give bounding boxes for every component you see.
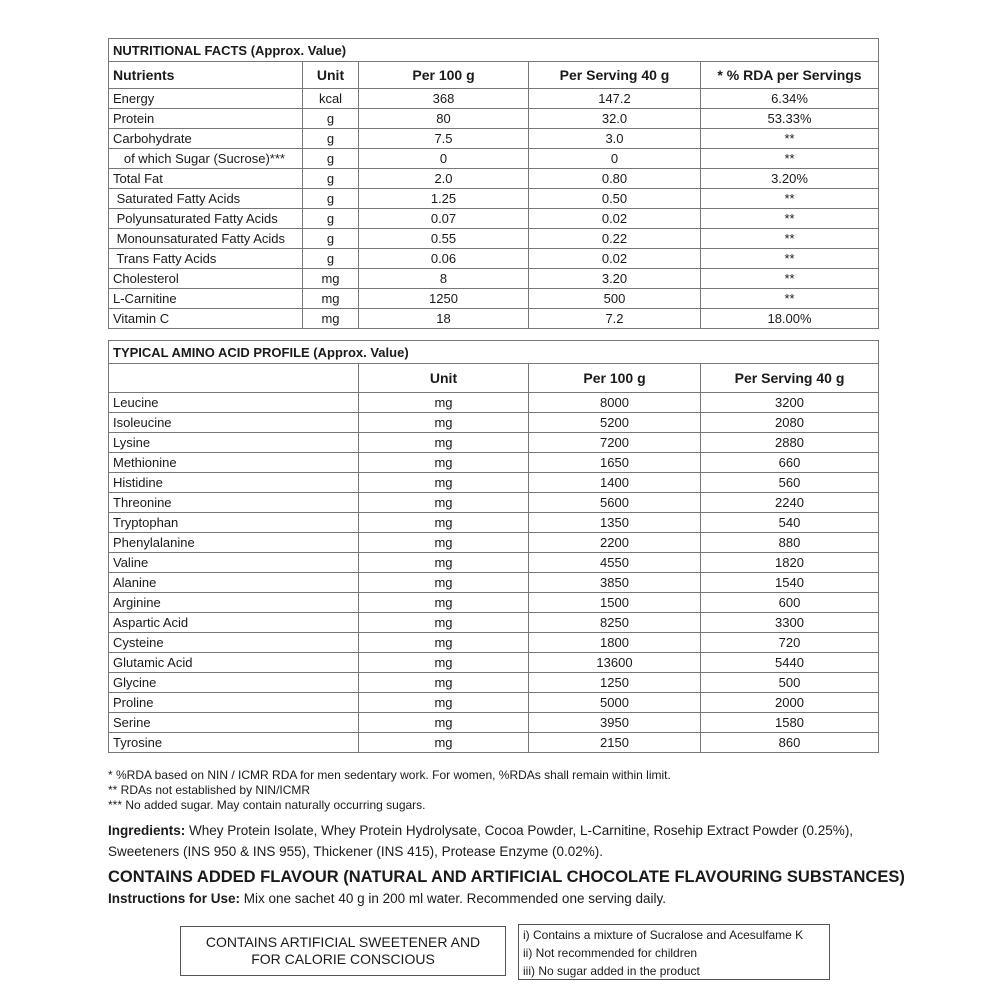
amino-unit: mg (359, 633, 529, 653)
amino-per-serving: 2240 (701, 493, 879, 513)
nutrient-per-serving: 0.50 (529, 189, 701, 209)
amino-row (109, 713, 879, 733)
nutrient-rda: ** (701, 269, 879, 289)
instructions (108, 891, 666, 906)
amino-unit: mg (359, 593, 529, 613)
flavour-statement: CONTAINS ADDED FLAVOUR (NATURAL AND ARTIFICIAL CHOCOLATE FLAVOURING SUBSTANCES) (108, 868, 905, 886)
amino-per-100g: 1500 (529, 593, 701, 613)
amino-unit: mg (359, 473, 529, 493)
amino-unit: mg (359, 693, 529, 713)
amino-per-100g: 3850 (529, 573, 701, 593)
nutrition-row (109, 169, 879, 189)
nutrition-row (109, 309, 879, 329)
nutrition-row (109, 89, 879, 109)
amino-row (109, 453, 879, 473)
amino-unit: mg (359, 613, 529, 633)
nutrient-name: L-Carnitine (109, 289, 303, 309)
amino-per-100g: 5000 (529, 693, 701, 713)
nutrient-name: Monounsaturated Fatty Acids (109, 229, 303, 249)
nutrient-per-serving: 147.2 (529, 89, 701, 109)
amino-per-100g: 1400 (529, 473, 701, 493)
amino-per-100g: 5200 (529, 413, 701, 433)
nutrient-per-100g: 18 (359, 309, 529, 329)
amino-unit: mg (359, 393, 529, 413)
amino-name: Phenylalanine (109, 533, 359, 553)
nutrient-rda: ** (701, 249, 879, 269)
amino-per-100g: 1350 (529, 513, 701, 533)
instructions-text: Mix one sachet 40 g in 200 ml water. Recommended one serving daily. (240, 891, 666, 906)
nutrient-per-serving: 32.0 (529, 109, 701, 129)
artificial-sweetener-box (180, 926, 506, 976)
amino-per-serving: 1580 (701, 713, 879, 733)
nutrient-per-100g: 0.06 (359, 249, 529, 269)
amino-per-serving: 880 (701, 533, 879, 553)
nutrient-per-serving: 0.22 (529, 229, 701, 249)
ingredients (108, 820, 888, 862)
amino-per-serving: 3200 (701, 393, 879, 413)
amino-name: Aspartic Acid (109, 613, 359, 633)
footnote-no-added-sugar: *** No added sugar. May contain naturally occurring sugars. (108, 798, 426, 812)
amino-row (109, 433, 879, 453)
nutrient-per-100g: 1.25 (359, 189, 529, 209)
amino-acid-table (108, 340, 879, 753)
nutritional-facts-table (108, 38, 879, 329)
amino-row (109, 553, 879, 573)
amino-per-serving: 1540 (701, 573, 879, 593)
nutrition-header-row (109, 62, 879, 89)
nutritional-facts-title: NUTRITIONAL FACTS (Approx. Value) (109, 39, 879, 62)
nutrient-name: Trans Fatty Acids (109, 249, 303, 269)
amino-name: Tyrosine (109, 733, 359, 753)
amino-per-serving: 660 (701, 453, 879, 473)
nutrient-unit: mg (303, 269, 359, 289)
footnotes (108, 768, 878, 813)
amino-header-per-100g: Per 100 g (529, 364, 701, 393)
amino-header-unit: Unit (359, 364, 529, 393)
nutrient-name: of which Sugar (Sucrose)*** (109, 149, 303, 169)
nutrient-name: Polyunsaturated Fatty Acids (109, 209, 303, 229)
nutrition-row (109, 109, 879, 129)
amino-per-serving: 860 (701, 733, 879, 753)
nutrient-name: Cholesterol (109, 269, 303, 289)
nutrient-unit: g (303, 109, 359, 129)
nutrition-row (109, 229, 879, 249)
nutrient-name: Energy (109, 89, 303, 109)
amino-per-100g: 5600 (529, 493, 701, 513)
amino-row (109, 613, 879, 633)
nutrient-rda: ** (701, 289, 879, 309)
footnote-rda: * %RDA based on NIN / ICMR RDA for men sedentary work. For women, %RDAs shall remain within limit. (108, 768, 671, 782)
nutrient-unit: kcal (303, 89, 359, 109)
amino-name: Cysteine (109, 633, 359, 653)
amino-name: Valine (109, 553, 359, 573)
amino-name: Threonine (109, 493, 359, 513)
nutrient-unit: mg (303, 289, 359, 309)
nutrition-header-nutrients: Nutrients (109, 62, 303, 89)
amino-per-100g: 4550 (529, 553, 701, 573)
amino-name: Leucine (109, 393, 359, 413)
artificial-sweetener-line-2: FOR CALORIE CONSCIOUS (251, 951, 435, 967)
nutrient-rda: ** (701, 149, 879, 169)
amino-per-serving: 2000 (701, 693, 879, 713)
amino-per-serving: 5440 (701, 653, 879, 673)
amino-name: Glycine (109, 673, 359, 693)
amino-unit: mg (359, 413, 529, 433)
nutrient-per-serving: 0 (529, 149, 701, 169)
amino-per-100g: 1650 (529, 453, 701, 473)
amino-name: Alanine (109, 573, 359, 593)
nutrient-unit: g (303, 129, 359, 149)
amino-per-100g: 13600 (529, 653, 701, 673)
nutrient-per-100g: 0.55 (359, 229, 529, 249)
amino-per-100g: 3950 (529, 713, 701, 733)
nutrition-header-unit: Unit (303, 62, 359, 89)
nutrient-unit: mg (303, 309, 359, 329)
amino-per-100g: 8250 (529, 613, 701, 633)
nutrient-per-serving: 3.20 (529, 269, 701, 289)
amino-name: Isoleucine (109, 413, 359, 433)
nutrition-row (109, 209, 879, 229)
amino-per-100g: 7200 (529, 433, 701, 453)
nutrient-unit: g (303, 249, 359, 269)
amino-per-serving: 560 (701, 473, 879, 493)
nutrient-name: Total Fat (109, 169, 303, 189)
amino-name: Histidine (109, 473, 359, 493)
amino-name: Methionine (109, 453, 359, 473)
amino-unit: mg (359, 493, 529, 513)
amino-name: Tryptophan (109, 513, 359, 533)
amino-row (109, 493, 879, 513)
amino-name: Proline (109, 693, 359, 713)
nutrient-unit: g (303, 149, 359, 169)
amino-name: Glutamic Acid (109, 653, 359, 673)
amino-row (109, 533, 879, 553)
nutrient-rda: 3.20% (701, 169, 879, 189)
nutrient-unit: g (303, 209, 359, 229)
nutrient-name: Saturated Fatty Acids (109, 189, 303, 209)
nutrient-per-100g: 1250 (359, 289, 529, 309)
nutrient-per-serving: 0.02 (529, 249, 701, 269)
nutrient-per-100g: 80 (359, 109, 529, 129)
nutrient-rda: ** (701, 209, 879, 229)
amino-header-row (109, 364, 879, 393)
nutrient-name: Protein (109, 109, 303, 129)
sweetener-notes-box (518, 924, 830, 980)
nutrient-per-100g: 2.0 (359, 169, 529, 189)
amino-per-100g: 8000 (529, 393, 701, 413)
amino-header-blank (109, 364, 359, 393)
amino-per-serving: 2080 (701, 413, 879, 433)
sweetener-note-2: ii) Not recommended for children (523, 946, 698, 960)
nutrient-per-100g: 7.5 (359, 129, 529, 149)
nutrient-rda: 53.33% (701, 109, 879, 129)
amino-name: Serine (109, 713, 359, 733)
amino-row (109, 693, 879, 713)
footnote-rda-not-established: ** RDAs not established by NIN/ICMR (108, 783, 311, 797)
amino-row (109, 653, 879, 673)
instructions-label: Instructions for Use: (108, 891, 241, 906)
sweetener-note-1: i) Contains a mixture of Sucralose and Acesulfame K (523, 928, 804, 942)
amino-row (109, 673, 879, 693)
amino-row (109, 413, 879, 433)
amino-per-serving: 1820 (701, 553, 879, 573)
amino-unit: mg (359, 533, 529, 553)
amino-per-100g: 2200 (529, 533, 701, 553)
nutrient-per-serving: 3.0 (529, 129, 701, 149)
nutrient-per-100g: 0 (359, 149, 529, 169)
amino-unit: mg (359, 673, 529, 693)
nutrient-rda: 18.00% (701, 309, 879, 329)
nutrition-row (109, 149, 879, 169)
nutrient-per-serving: 7.2 (529, 309, 701, 329)
amino-row (109, 473, 879, 493)
ingredients-text: Whey Protein Isolate, Whey Protein Hydrolysate, Cocoa Powder, L-Carnitine, Rosehip Extract Powder (0.25%), Sweeteners (INS 950 & INS 955), Thickener (INS 415), Protease Enzyme (0.02%). (108, 823, 854, 859)
amino-row (109, 513, 879, 533)
ingredients-label: Ingredients: (108, 823, 186, 838)
amino-acid-title: TYPICAL AMINO ACID PROFILE (Approx. Value) (109, 341, 879, 364)
amino-per-serving: 540 (701, 513, 879, 533)
amino-unit: mg (359, 433, 529, 453)
amino-unit: mg (359, 453, 529, 473)
nutrient-name: Carbohydrate (109, 129, 303, 149)
amino-per-100g: 1250 (529, 673, 701, 693)
amino-per-serving: 2880 (701, 433, 879, 453)
amino-per-serving: 500 (701, 673, 879, 693)
amino-per-serving: 720 (701, 633, 879, 653)
amino-row (109, 573, 879, 593)
nutrient-per-serving: 500 (529, 289, 701, 309)
amino-unit: mg (359, 513, 529, 533)
nutrition-row (109, 129, 879, 149)
amino-name: Lysine (109, 433, 359, 453)
nutrition-header-per-100g: Per 100 g (359, 62, 529, 89)
nutrient-unit: g (303, 229, 359, 249)
nutrition-header-rda: * % RDA per Servings (701, 62, 879, 89)
nutrition-row (109, 189, 879, 209)
sweetener-note-3: iii) No sugar added in the product (523, 964, 700, 978)
nutrition-row (109, 249, 879, 269)
nutrient-per-serving: 0.80 (529, 169, 701, 189)
amino-per-100g: 1800 (529, 633, 701, 653)
amino-name: Arginine (109, 593, 359, 613)
nutrient-unit: g (303, 169, 359, 189)
nutrient-rda: ** (701, 229, 879, 249)
nutrient-per-100g: 368 (359, 89, 529, 109)
nutrient-per-serving: 0.02 (529, 209, 701, 229)
amino-per-serving: 600 (701, 593, 879, 613)
nutrition-row (109, 269, 879, 289)
nutrient-per-100g: 8 (359, 269, 529, 289)
amino-unit: mg (359, 733, 529, 753)
amino-header-per-serving: Per Serving 40 g (701, 364, 879, 393)
amino-per-serving: 3300 (701, 613, 879, 633)
nutrient-per-100g: 0.07 (359, 209, 529, 229)
amino-per-100g: 2150 (529, 733, 701, 753)
amino-unit: mg (359, 553, 529, 573)
nutrient-unit: g (303, 189, 359, 209)
amino-unit: mg (359, 573, 529, 593)
amino-unit: mg (359, 653, 529, 673)
amino-row (109, 593, 879, 613)
nutrition-header-per-serving: Per Serving 40 g (529, 62, 701, 89)
nutrient-rda: ** (701, 189, 879, 209)
nutrient-rda: ** (701, 129, 879, 149)
amino-row (109, 733, 879, 753)
amino-row (109, 393, 879, 413)
amino-row (109, 633, 879, 653)
amino-unit: mg (359, 713, 529, 733)
nutrient-rda: 6.34% (701, 89, 879, 109)
artificial-sweetener-line-1: CONTAINS ARTIFICIAL SWEETENER AND (205, 934, 481, 950)
nutrition-row (109, 289, 879, 309)
nutrient-name: Vitamin C (109, 309, 303, 329)
